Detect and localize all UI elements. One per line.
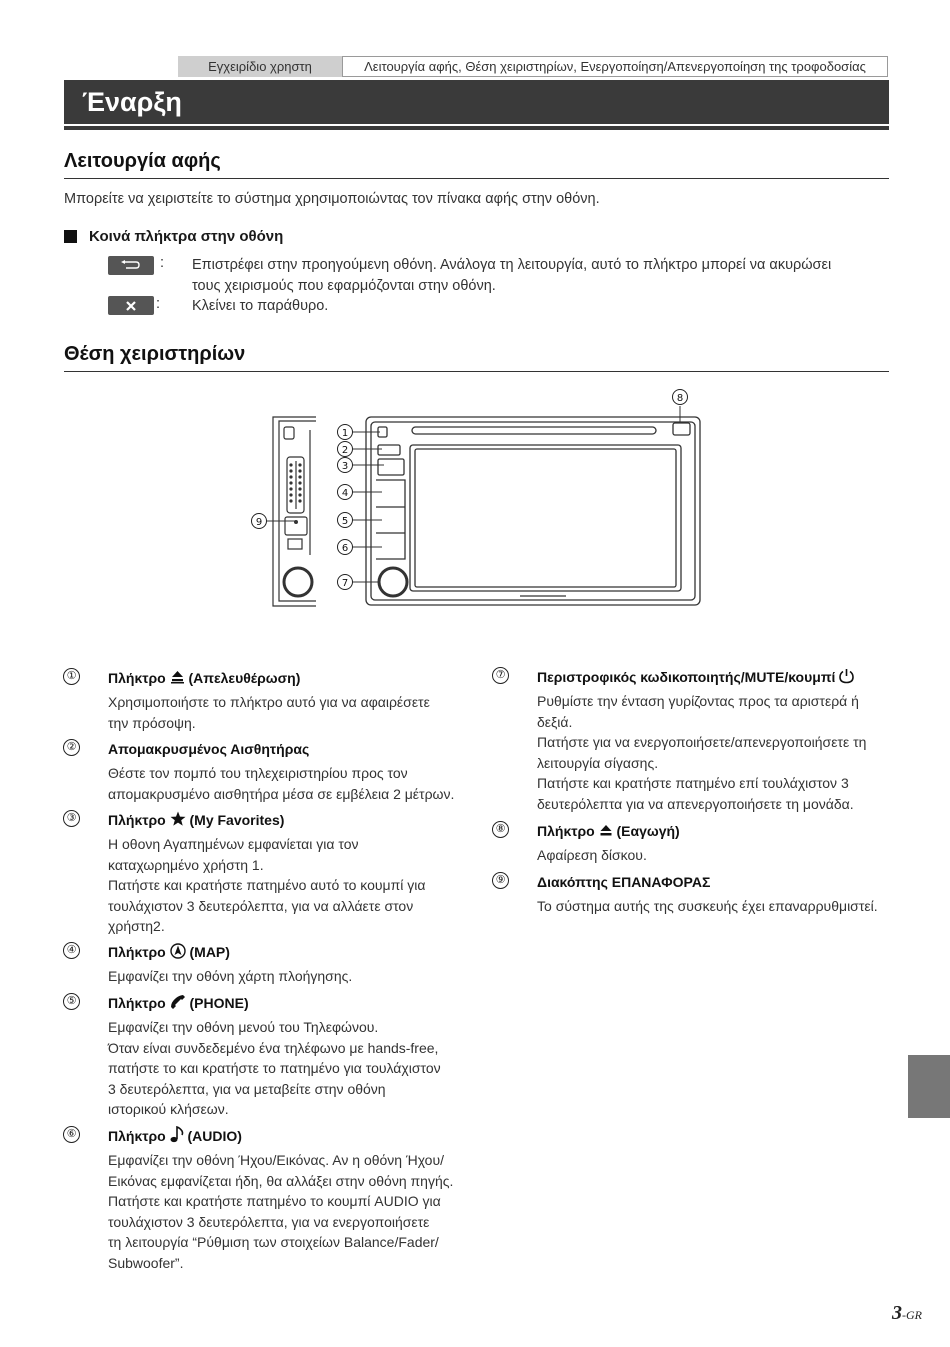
item-desc: Αφαίρεση δίσκου. bbox=[537, 847, 647, 863]
svg-text:6: 6 bbox=[341, 543, 349, 554]
banner-rule bbox=[64, 126, 889, 130]
touch-intro: Μπορείτε να χειριστείτε το σύστημα χρησιμοποιώντας τον πίνακα αφής στην οθόνη. bbox=[64, 191, 600, 207]
back-key bbox=[108, 256, 154, 275]
star-icon bbox=[170, 811, 186, 826]
eject-release-icon bbox=[170, 670, 185, 684]
item-number: ⑧ bbox=[492, 821, 509, 838]
item-number: ⑥ bbox=[63, 1126, 80, 1143]
callout-3 bbox=[338, 458, 353, 473]
back-arrow-icon bbox=[120, 260, 142, 272]
power-icon bbox=[839, 668, 854, 684]
item-desc: Το σύστημα αυτής της συσκευής έχει επαναρρυθμιστεί. bbox=[537, 898, 878, 914]
item-desc: Εμφανίζει την οθόνη χάρτη πλοήγησης. bbox=[108, 968, 353, 984]
eject-disc-icon bbox=[599, 824, 613, 837]
item-title: Πλήκτρο (Απελευθέρωση) bbox=[108, 670, 301, 686]
item-title: Περιστροφικός κωδικοποιητής/MUTE/κουμπί bbox=[537, 667, 907, 687]
controls-heading: Θέση χειριστηρίων bbox=[64, 343, 889, 372]
item-desc: Χρησιμοποιήστε το πλήκτρο αυτό για να αφαιρέσετε την πρόσοψη. bbox=[108, 694, 430, 731]
music-note-icon bbox=[170, 1126, 184, 1143]
callout-5 bbox=[338, 513, 353, 528]
item-9 bbox=[495, 872, 907, 917]
item-8 bbox=[495, 821, 907, 866]
item-title: Απομακρυσμένος Αισθητήρας bbox=[108, 741, 310, 757]
item-title: Πλήκτρο (PHONE) bbox=[108, 995, 249, 1011]
svg-text:7: 7 bbox=[341, 578, 349, 589]
svg-text:1: 1 bbox=[341, 428, 349, 439]
callout-4 bbox=[338, 485, 353, 500]
item-2 bbox=[66, 739, 468, 804]
chapter-side-tab bbox=[908, 1055, 950, 1118]
item-title: Πλήκτρο (Εαγωγή) bbox=[537, 823, 680, 839]
item-number: ⑨ bbox=[492, 872, 509, 889]
item-desc: Θέστε τον πομπό του τηλεχειριστηρίου προς τον απομακρυσμένο αισθητήρα μέσα σε εμβέλεια 2 μέτρων. bbox=[108, 765, 455, 802]
header-tabs bbox=[178, 56, 888, 77]
item-6 bbox=[66, 1126, 468, 1273]
common-keys-heading bbox=[64, 228, 283, 245]
item-number: ② bbox=[63, 739, 80, 756]
close-key-desc: Κλείνει το παράθυρο. bbox=[192, 298, 329, 314]
callout-1 bbox=[338, 425, 353, 440]
section-label: Λειτουργία αφής, Θέση χειριστηρίων, Ενεργοποίηση/Απενεργοποίηση της τροφοδοσίας bbox=[342, 56, 888, 77]
item-title: Πλήκτρο (MAP) bbox=[108, 944, 230, 960]
callout-2 bbox=[338, 442, 353, 457]
item-desc: Ρυθμίστε την ένταση γυρίζοντας προς τα αριστερά ή δεξιά. Πατήστε για να ενεργοποιήσετε/απενεργοποιήσετε τη λειτουργία σίγασης. Πατήστε και κρατήστε πατημένο επί τουλάχιστον 3 δευτερόλεπτα για να απενεργοποιήσετε τη μονάδα. bbox=[537, 693, 867, 812]
svg-text:8: 8 bbox=[676, 393, 684, 404]
item-number: ⑤ bbox=[63, 993, 80, 1010]
item-title: Πλήκτρο (My Favorites) bbox=[108, 812, 285, 828]
item-3 bbox=[66, 810, 468, 937]
chapter-banner: Έναρξη bbox=[64, 80, 889, 124]
item-1 bbox=[66, 668, 468, 733]
common-keys-title: Κοινά πλήκτρα στην οθόνη bbox=[89, 228, 284, 245]
svg-text:9: 9 bbox=[255, 517, 263, 528]
svg-text:2: 2 bbox=[341, 445, 349, 456]
page-number: 3-GR bbox=[892, 1302, 922, 1324]
callout-7 bbox=[338, 575, 353, 590]
map-nav-icon bbox=[170, 943, 186, 959]
callout-6 bbox=[338, 540, 353, 555]
item-desc: Η οθονη Αγαπημένων εμφανίεται για τον καταχωρημένο χρήστη 1. Πατήστε και κρατήστε πατημένο αυτό το κουμπί για τουλάχιστον 3 δευτερόλεπτα, για να αλλάετε στον χρήστη2. bbox=[108, 836, 426, 934]
back-key-desc-2: τους χειρισμούς που εφαρμόζονται στην οθόνη. bbox=[192, 278, 496, 294]
faceplate-side bbox=[273, 417, 316, 606]
main-unit bbox=[366, 417, 700, 605]
callout-8 bbox=[673, 390, 688, 405]
item-title: Πλήκτρο (AUDIO) bbox=[108, 1128, 242, 1144]
svg-text:4: 4 bbox=[341, 488, 349, 499]
square-bullet-icon bbox=[64, 230, 77, 243]
item-number: ⑦ bbox=[492, 667, 509, 684]
manual-label: Εγχειρίδιο χρηστη bbox=[178, 56, 342, 77]
item-7 bbox=[495, 667, 907, 814]
item-number: ① bbox=[63, 668, 80, 685]
item-title: Διακόπτης ΕΠΑΝΑΦΟΡΑΣ bbox=[537, 874, 711, 890]
back-key-desc-1: Επιστρέφει στην προηγούμενη οθόνη. Ανάλογα τη λειτουργία, αυτό το πλήκτρο μπορεί να ακυρώσει bbox=[192, 257, 832, 273]
close-key bbox=[108, 296, 154, 315]
touch-heading: Λειτουργία αφής bbox=[64, 150, 889, 179]
item-number: ③ bbox=[63, 810, 80, 827]
item-5 bbox=[66, 993, 468, 1120]
callout-9 bbox=[252, 514, 267, 529]
close-x-icon bbox=[125, 300, 137, 312]
device-diagram bbox=[250, 385, 710, 615]
svg-text:3: 3 bbox=[341, 461, 349, 472]
item-desc: Εμφανίζει την οθόνη μενού του Τηλεφώνου. Όταν είναι συνδεδεμένο ένα τηλέφωνο με hands-free, πατήστε το και κρατήστε το πατημένο για τουλάχιστον 3 δευτερόλεπτα, για να μεταβείτε στην οθόνη ιστορικού κλήσεων. bbox=[108, 1019, 441, 1117]
item-desc: Εμφανίζει την οθόνη Ήχου/Εικόνας. Αν η οθόνη Ήχου/ Εικόνας εμφανίζεται ήδη, θα αλλάξει στην οθόνη πηγής. Πατήστε και κρατήστε πατημένο το κουμπί AUDIO για τουλάχιστον 3 δευτερόλεπτα, για να ενεργοποιήσετε τη λειτουργία “Ρύθμιση των στοιχείων Balance/Fader/ Subwoofer”. bbox=[108, 1152, 454, 1271]
phone-icon bbox=[170, 994, 186, 1010]
item-4 bbox=[66, 942, 468, 987]
item-number: ④ bbox=[63, 942, 80, 959]
svg-text:5: 5 bbox=[341, 516, 349, 527]
